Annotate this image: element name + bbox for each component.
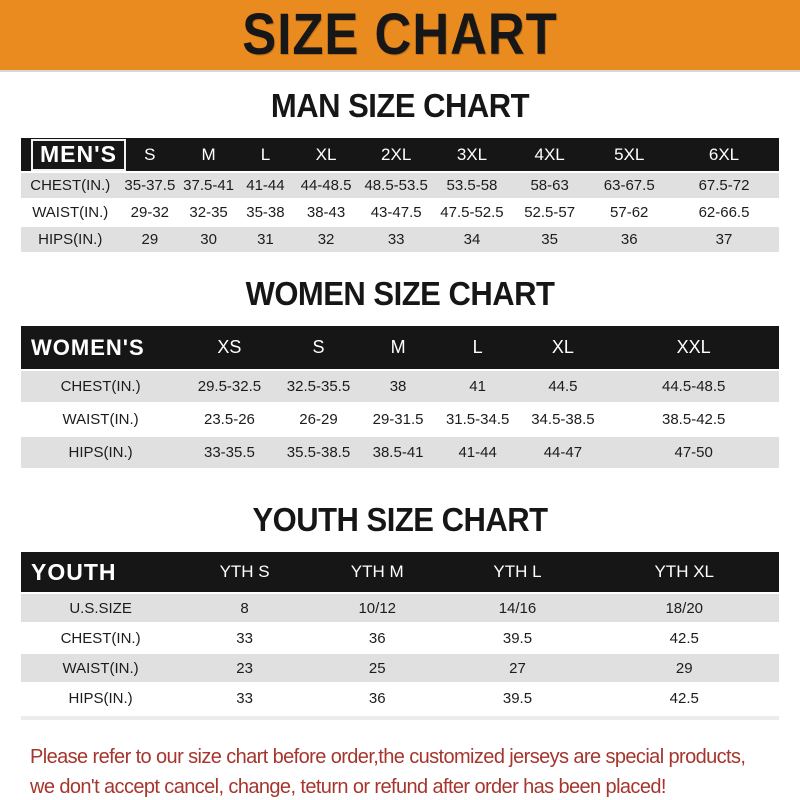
size-column-header: XL	[517, 326, 608, 369]
section-man	[0, 88, 800, 254]
footer-note-line1: Please refer to our size chart before order,the customized jerseys are special products,	[30, 746, 746, 768]
size-cell: 38.5-41	[358, 437, 438, 468]
size-cell: 34.5-38.5	[517, 404, 608, 435]
footer-note-line2: we don't accept cancel, change, teturn or refund after order has been placed!	[30, 776, 666, 798]
size-cell: 18/20	[589, 594, 779, 622]
size-cell: 33	[358, 227, 434, 252]
size-cell: 43-47.5	[358, 200, 434, 225]
men-size-table	[21, 136, 779, 254]
section-women	[0, 276, 800, 470]
table-row	[21, 437, 779, 468]
size-cell: 41-44	[237, 173, 294, 198]
size-cell: 29	[120, 227, 181, 252]
size-cell: 32	[294, 227, 358, 252]
row-label: WAIST(IN.)	[21, 404, 180, 435]
size-cell: 52.5-57	[510, 200, 590, 225]
table-header-band	[21, 138, 779, 171]
youth-section-heading	[0, 502, 800, 538]
table-row	[21, 654, 779, 682]
row-label: CHEST(IN.)	[21, 371, 180, 402]
size-cell: 23	[180, 654, 309, 682]
size-cell: 53.5-58	[434, 173, 510, 198]
size-cell: 27	[445, 654, 589, 682]
size-cell: 41	[438, 371, 518, 402]
size-cell: 26-29	[279, 404, 359, 435]
table-header-label	[21, 326, 180, 369]
size-cell: 29-32	[120, 200, 181, 225]
size-cell: 39.5	[445, 624, 589, 652]
size-cell: 34	[434, 227, 510, 252]
size-cell: 44.5	[517, 371, 608, 402]
size-cell: 31	[237, 227, 294, 252]
table-header-label-text: MEN'S	[31, 139, 126, 171]
size-cell: 29.5-32.5	[180, 371, 279, 402]
size-cell: 42.5	[589, 624, 779, 652]
size-cell: 35-37.5	[120, 173, 181, 198]
size-cell: 32.5-35.5	[279, 371, 359, 402]
size-column-header: 5XL	[589, 138, 669, 171]
size-cell: 30	[180, 227, 237, 252]
row-label: CHEST(IN.)	[21, 173, 120, 198]
youth-section-heading-text: YOUTH SIZE CHART	[252, 500, 548, 539]
size-column-header: 2XL	[358, 138, 434, 171]
size-cell: 35	[510, 227, 590, 252]
size-cell: 44.5-48.5	[608, 371, 779, 402]
women-section-heading-text: WOMEN SIZE CHART	[245, 274, 555, 313]
footer-note	[30, 742, 800, 800]
table-header-label	[21, 138, 120, 171]
size-column-header: YTH XL	[589, 552, 779, 592]
size-column-header: S	[279, 326, 359, 369]
size-cell: 37	[669, 227, 779, 252]
size-cell: 10/12	[309, 594, 445, 622]
size-cell: 36	[309, 624, 445, 652]
size-cell: 62-66.5	[669, 200, 779, 225]
size-cell: 23.5-26	[180, 404, 279, 435]
table-row	[21, 404, 779, 435]
size-cell: 14/16	[445, 594, 589, 622]
size-column-header: XS	[180, 326, 279, 369]
row-label: HIPS(IN.)	[21, 437, 180, 468]
table-header-label	[21, 552, 180, 592]
size-cell: 32-35	[180, 200, 237, 225]
table-header-label-text: WOMEN'S	[31, 334, 145, 360]
size-cell: 35.5-38.5	[279, 437, 359, 468]
table-row	[21, 227, 779, 252]
size-column-header: YTH L	[445, 552, 589, 592]
women-section-heading	[0, 276, 800, 312]
row-label: U.S.SIZE	[21, 594, 180, 622]
size-column-header: 4XL	[510, 138, 590, 171]
size-cell: 41-44	[438, 437, 518, 468]
size-cell: 29	[589, 654, 779, 682]
size-cell: 38	[358, 371, 438, 402]
size-cell: 38.5-42.5	[608, 404, 779, 435]
size-column-header: L	[438, 326, 518, 369]
size-cell: 58-63	[510, 173, 590, 198]
section-youth	[0, 502, 800, 720]
table-row	[21, 624, 779, 652]
size-column-header: 3XL	[434, 138, 510, 171]
row-label: CHEST(IN.)	[21, 624, 180, 652]
table-row	[21, 684, 779, 712]
size-cell: 57-62	[589, 200, 669, 225]
size-column-header: XL	[294, 138, 358, 171]
size-column-header: XXL	[608, 326, 779, 369]
size-cell: 25	[309, 654, 445, 682]
size-cell: 63-67.5	[589, 173, 669, 198]
size-cell: 8	[180, 594, 309, 622]
youth-size-table	[21, 550, 779, 714]
size-cell: 44-47	[517, 437, 608, 468]
size-column-header: S	[120, 138, 181, 171]
table-header-band	[21, 552, 779, 592]
size-cell: 44-48.5	[294, 173, 358, 198]
size-column-header: M	[358, 326, 438, 369]
size-cell: 36	[309, 684, 445, 712]
row-label: HIPS(IN.)	[21, 227, 120, 252]
size-cell: 31.5-34.5	[438, 404, 518, 435]
size-cell: 48.5-53.5	[358, 173, 434, 198]
size-column-header: 6XL	[669, 138, 779, 171]
size-column-header: YTH M	[309, 552, 445, 592]
size-cell: 37.5-41	[180, 173, 237, 198]
size-cell: 33	[180, 624, 309, 652]
man-section-heading-text: MAN SIZE CHART	[270, 86, 530, 125]
size-cell: 42.5	[589, 684, 779, 712]
size-column-header: L	[237, 138, 294, 171]
size-cell: 38-43	[294, 200, 358, 225]
size-chart-banner	[0, 0, 800, 72]
table-row	[21, 200, 779, 225]
table-row	[21, 371, 779, 402]
size-cell: 33-35.5	[180, 437, 279, 468]
row-label: HIPS(IN.)	[21, 684, 180, 712]
row-label: WAIST(IN.)	[21, 654, 180, 682]
row-label: WAIST(IN.)	[21, 200, 120, 225]
size-column-header: YTH S	[180, 552, 309, 592]
table-header-label-text: YOUTH	[31, 558, 117, 585]
size-cell: 29-31.5	[358, 404, 438, 435]
table-header-band	[21, 326, 779, 369]
size-cell: 47.5-52.5	[434, 200, 510, 225]
size-cell: 47-50	[608, 437, 779, 468]
size-column-header: M	[180, 138, 237, 171]
table-row	[21, 173, 779, 198]
size-cell: 39.5	[445, 684, 589, 712]
size-cell: 33	[180, 684, 309, 712]
man-section-heading	[0, 88, 800, 124]
size-cell: 36	[589, 227, 669, 252]
table-row	[21, 594, 779, 622]
size-cell: 35-38	[237, 200, 294, 225]
table-bottom-stripe	[21, 716, 779, 720]
banner-title: SIZE CHART	[242, 2, 558, 68]
size-cell: 67.5-72	[669, 173, 779, 198]
women-size-table	[21, 324, 779, 470]
